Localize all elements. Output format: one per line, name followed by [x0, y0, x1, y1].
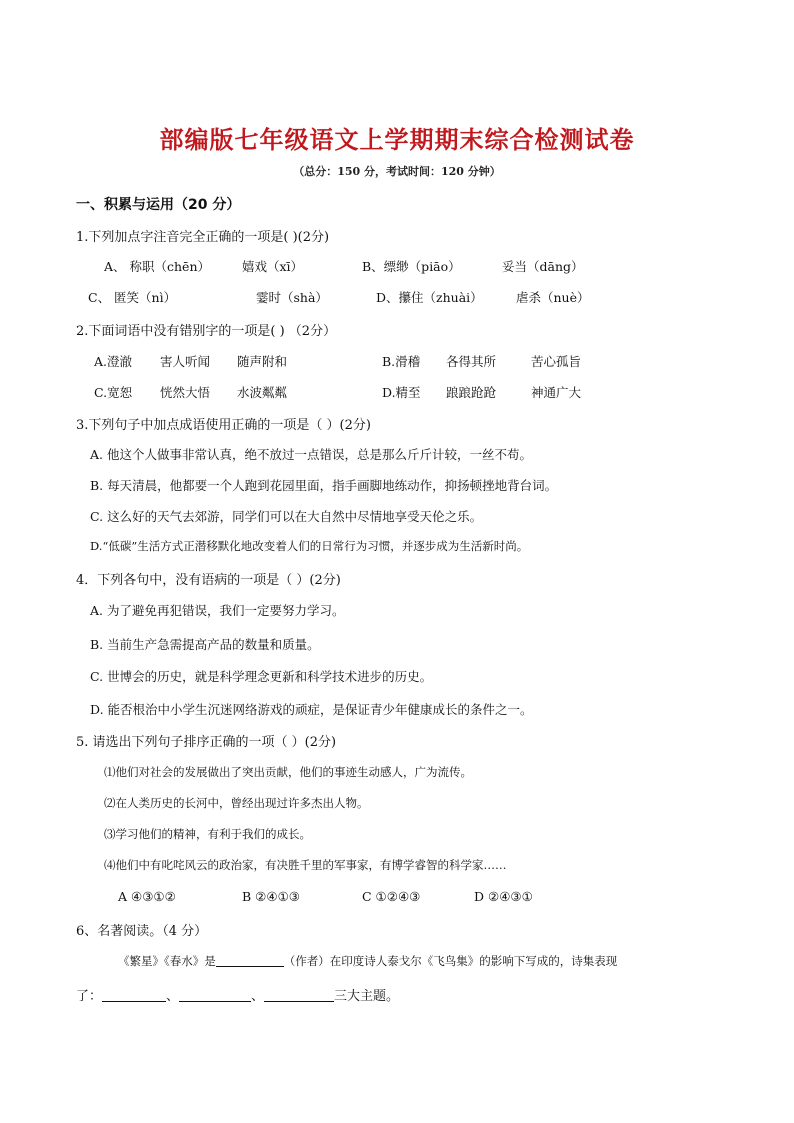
- q6-line2-prefix: 了：: [76, 989, 103, 1004]
- question-4-stem: 4．下列各句中，没有语病的一项是（ ）(2分): [76, 573, 341, 588]
- question-2-stem: 2.下面词语中没有错别字的一项是( ) （2分）: [76, 324, 337, 339]
- q2-option-c-word3: 水波粼粼: [237, 385, 288, 400]
- q4-option-b: B. 当前生产急需提高产品的数量和质量。: [90, 637, 320, 652]
- theme-blank-2[interactable]: [179, 987, 251, 1002]
- q4-option-d: D. 能否根治中小学生沉迷网络游戏的顽症，是保证青少年健康成长的条件之一。: [90, 702, 533, 717]
- q1-option-d: D、攥住（zhuài）: [376, 290, 483, 305]
- q5-sentence-1: ⑴他们对社会的发展做出了突出贡献，他们的事迹生动感人，广为流传。: [104, 765, 472, 779]
- q2-option-b-word1: B.滑稽: [382, 354, 421, 369]
- q1-option-c-word2: 霎时（shà）: [256, 290, 328, 305]
- q6-line1-suffix: （作者）在印度诗人泰戈尔《飞鸟集》的影响下写成的，诗集表现: [283, 954, 618, 968]
- page-title: 部编版七年级语文上学期期末综合检测试卷: [159, 126, 635, 154]
- q5-choice-b: B ②④①③: [242, 889, 300, 904]
- q3-option-d: D.“低碳”生活方式正潜移默化地改变着人们的日常行为习惯，并逐步成为生活新时尚。: [90, 539, 529, 553]
- q4-option-a: A. 为了避免再犯错误，我们一定要努力学习。: [90, 603, 345, 618]
- q2-option-c-word1: C.宽恕: [94, 385, 133, 400]
- theme-blank-3[interactable]: [264, 987, 334, 1002]
- exam-info: （总分：150 分，考试时间：120 分钟）: [293, 165, 501, 178]
- q5-choice-a: A ④③①②: [118, 889, 176, 904]
- q6-line-1: [118, 952, 617, 969]
- q2-option-d-word3: 神通广大: [531, 385, 582, 400]
- q4-option-c: C. 世博会的历史，就是科学理念更新和科学技术进步的历史。: [90, 669, 433, 684]
- q2-option-b-word3: 苦心孤旨: [531, 354, 582, 369]
- q6-line2-suffix: 三大主题。: [334, 989, 400, 1004]
- question-3-stem: 3.下列句子中加点成语使用正确的一项是（ ）(2分): [76, 418, 371, 433]
- section-heading: 一、积累与运用（20 分）: [76, 197, 241, 213]
- q2-option-a-word2: 害人听闻: [160, 354, 211, 369]
- question-1-stem: 1.下列加点字注音完全正确的一项是( )(2分): [76, 230, 330, 245]
- q2-option-a-word1: A.澄澈: [94, 354, 133, 369]
- q1-option-a-word2: 嬉戏（xī）: [242, 259, 304, 274]
- q2-option-d-word2: 踉踉跄跄: [446, 385, 497, 400]
- q1-option-a: A、 称职（chēn）: [104, 259, 210, 274]
- q6-separator-2: 、: [251, 989, 265, 1004]
- q5-sentence-3: ⑶学习他们的精神，有利于我们的成长。: [104, 827, 311, 841]
- q6-line1-prefix: 《繁星》《春水》是: [118, 954, 216, 968]
- question-5-stem: 5. 请选出下列句子排序正确的一项（ ）(2分): [76, 735, 337, 750]
- author-blank[interactable]: [216, 952, 284, 967]
- q1-option-c: C、 匿笑（nì）: [88, 290, 177, 305]
- q1-option-b-word2: 妥当（dāng）: [502, 259, 584, 274]
- q2-option-c-word2: 恍然大悟: [160, 385, 211, 400]
- q6-separator-1: 、: [166, 989, 180, 1004]
- question-6-stem: 6、名著阅读。（4 分）: [76, 924, 208, 939]
- q5-choice-c: C ①②④③: [362, 889, 421, 904]
- q3-option-b: B. 每天清晨，他都要一个人跑到花园里面，指手画脚地练动作，抑扬顿挫地背台词。: [90, 478, 558, 493]
- q1-option-b: B、缥缈（piāo）: [362, 259, 461, 274]
- q2-option-d-word1: D.精至: [382, 385, 421, 400]
- q2-option-b-word2: 各得其所: [446, 354, 497, 369]
- q6-line-2: [76, 985, 399, 1004]
- q3-option-a: A. 他这个人做事非常认真，绝不放过一点错误，总是那么斤斤计较，一丝不苟。: [90, 447, 532, 462]
- q2-option-a-word3: 随声附和: [237, 354, 288, 369]
- q1-option-d-word2: 虐杀（nuè）: [516, 290, 590, 305]
- q3-option-c: C. 这么好的天气去郊游，同学们可以在大自然中尽情地享受天伦之乐。: [90, 509, 483, 524]
- q5-sentence-4: ⑷他们中有叱咤风云的政治家，有决胜千里的军事家，有博学睿智的科学家……: [104, 858, 507, 872]
- q5-sentence-2: ⑵在人类历史的长河中，曾经出现过许多杰出人物。: [104, 796, 369, 810]
- q5-choice-d: D ②④③①: [474, 889, 533, 904]
- theme-blank-1[interactable]: [102, 987, 166, 1002]
